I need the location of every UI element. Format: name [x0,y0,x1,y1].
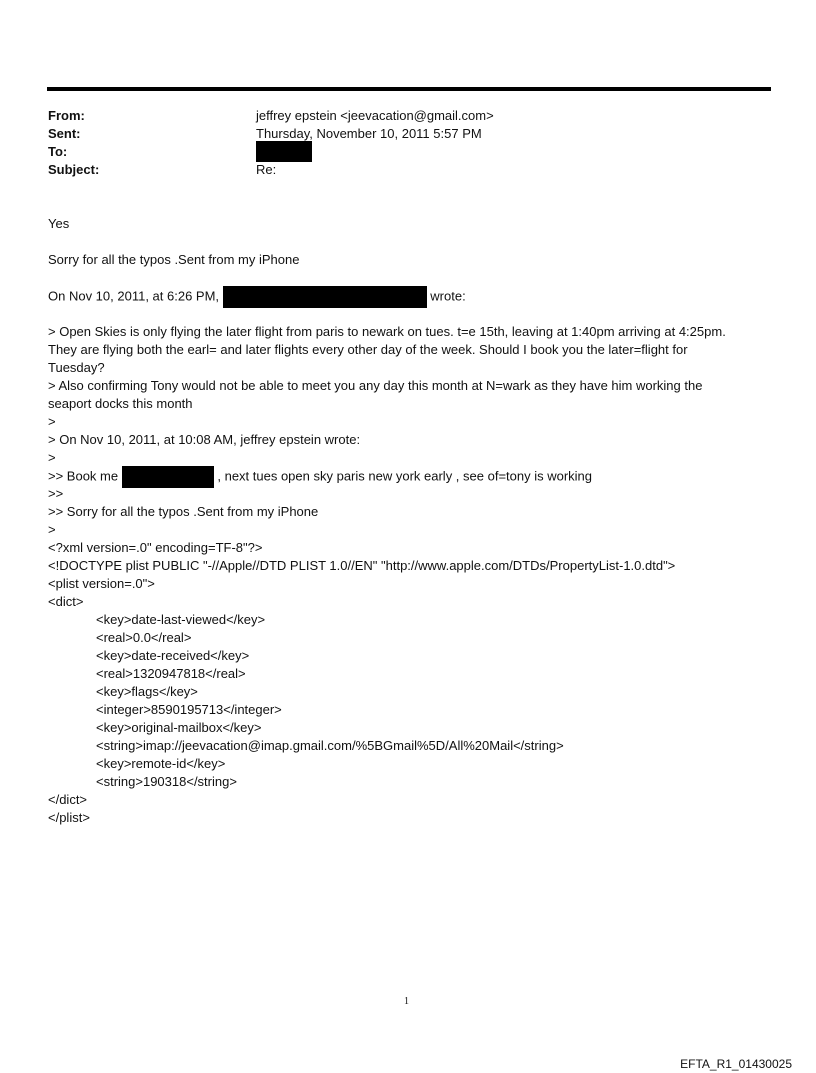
document-id: EFTA_R1_01430025 [680,1057,792,1071]
sent-value: Thursday, November 10, 2011 5:57 PM [256,126,482,141]
body-line: > [48,522,56,537]
plist-line: <key>remote-id</key> [96,756,226,771]
quote-intro: On Nov 10, 2011, at 6:26 PM, [48,288,220,304]
body-line: >> [48,486,64,501]
body-line: Sorry for all the typos .Sent from my iPhone [48,252,300,267]
plist-line: <real>0.0</real> [96,630,192,645]
book-me-rest: , next tues open sky paris new york early , see of=tony is working [217,468,593,484]
body-line: </dict> [48,792,88,807]
body-line: </plist> [48,810,90,825]
header-rule [47,87,771,91]
subject-label: Subject: [48,162,100,177]
body-line: > [48,450,56,465]
body-line: > [48,414,56,429]
to-value [256,141,312,162]
plist-line: <key>flags</key> [96,684,198,699]
to-label: To: [48,144,68,159]
page-number: 1 [404,996,409,1007]
sent-label: Sent: [48,126,81,141]
from-value: jeffrey epstein <jeevacation@gmail.com> [256,108,494,123]
plist-line: <key>date-last-viewed</key> [96,612,266,627]
redaction-box [122,466,214,488]
plist-line: <key>date-received</key> [96,648,250,663]
body-line: <dict> [48,594,84,609]
body-line: Tuesday? [48,360,105,375]
book-me-text: >> Book me [48,468,119,484]
body-line: <!DOCTYPE plist PUBLIC "-//Apple//DTD PLIST 1.0//EN" "http://www.apple.com/DTDs/PropertyList-1.0.dtd"> [48,558,676,573]
plist-line: <integer>8590195713</integer> [96,702,282,717]
plist-line: <string>imap://jeevacation@imap.gmail.com/%5BGmail%5D/All%20Mail</string> [96,738,564,753]
body-line: Yes [48,216,70,231]
subject-value: Re: [256,162,277,177]
body-line: >> Sorry for all the typos .Sent from my iPhone [48,504,319,519]
plist-line: <real>1320947818</real> [96,666,246,681]
body-line: > Open Skies is only flying the later flight from paris to newark on tues. t=e 15th, leaving at 1:40pm arriving at 4:25pm. [48,324,726,339]
body-line: <plist version=.0"> [48,576,155,591]
plist-line: <key>original-mailbox</key> [96,720,262,735]
body-line [48,466,592,488]
body-line: > On Nov 10, 2011, at 10:08 AM, jeffrey epstein wrote: [48,432,361,447]
body-line: seaport docks this month [48,396,193,411]
body-line: They are flying both the earl= and later flights every other day of the week. Should I book you the later=flight for [48,342,688,357]
body-line [48,286,466,308]
redaction-box [256,141,312,162]
body-line: <?xml version=.0" encoding=TF-8"?> [48,540,263,555]
from-label: From: [48,108,85,123]
plist-line: <string>190318</string> [96,774,237,789]
quote-wrote: wrote: [430,288,466,304]
redaction-box [223,286,427,308]
body-line: > Also confirming Tony would not be able to meet you any day this month at N=wark as they have him working the [48,378,703,393]
